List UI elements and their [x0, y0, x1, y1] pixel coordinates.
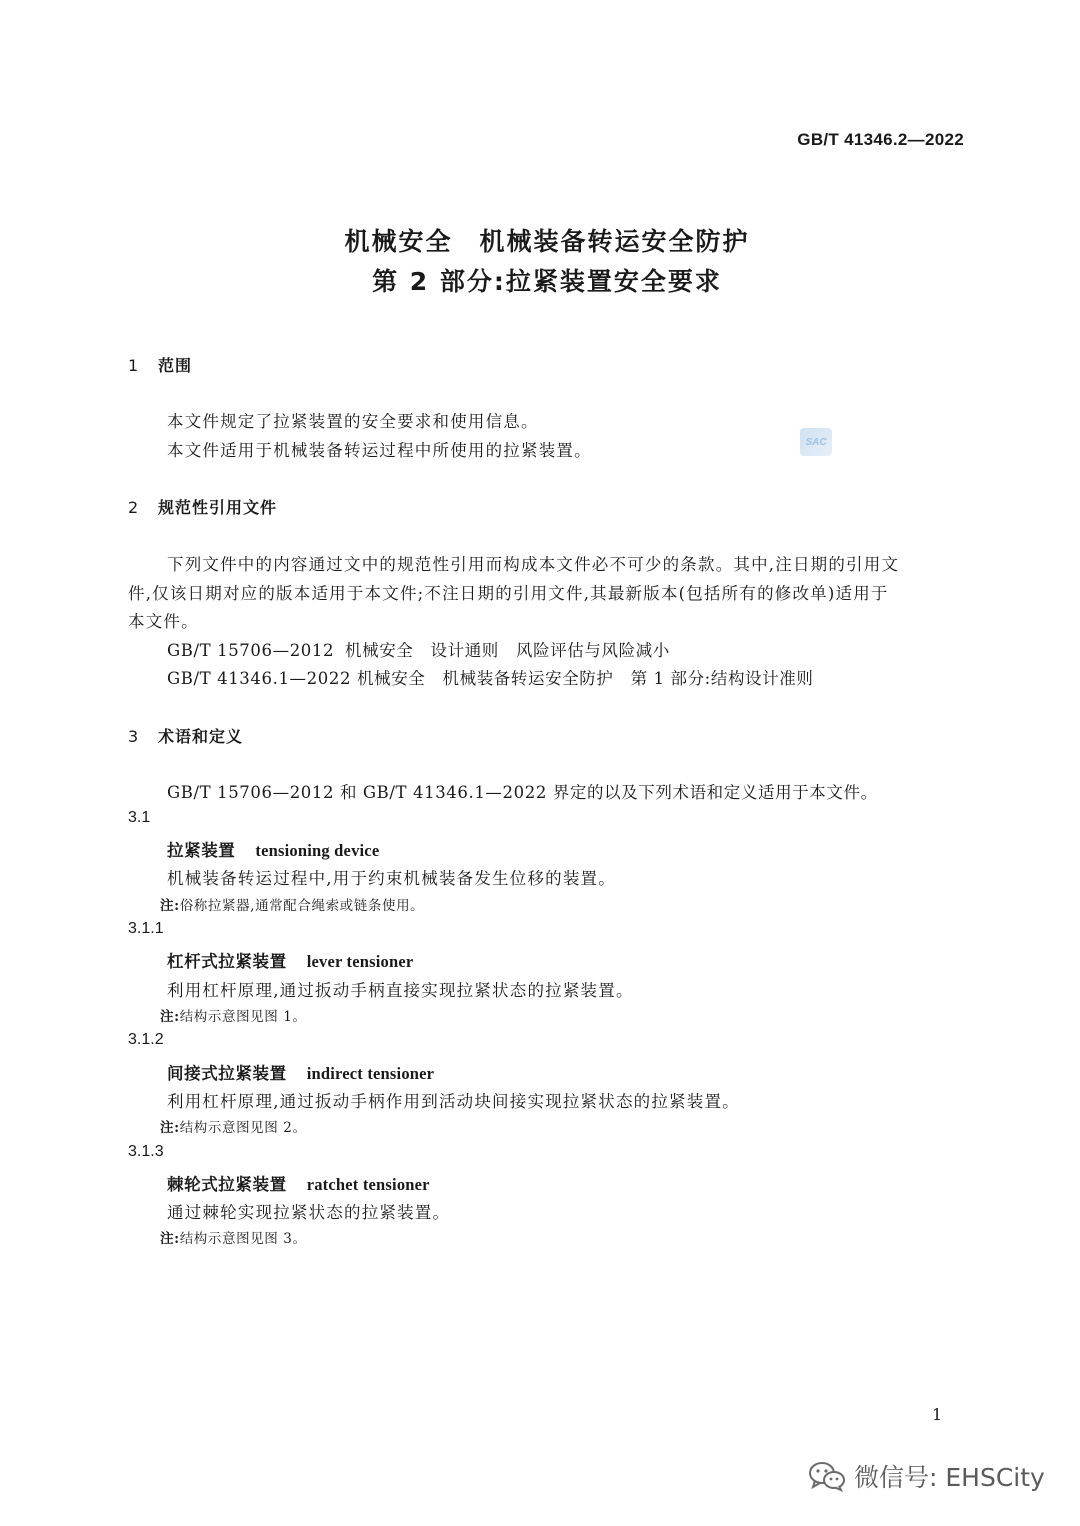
- term-definition: 利用杠杆原理,通过扳动手柄作用到活动块间接实现拉紧状态的拉紧装置。: [167, 1092, 740, 1111]
- section-title: 范围: [158, 356, 193, 375]
- section-number: 1: [128, 356, 140, 375]
- section-number: 2: [128, 498, 140, 517]
- term-heading: [167, 1060, 434, 1084]
- standard-number: GB/T 41346.2—2022: [797, 130, 964, 149]
- note-text: 俗称拉紧器,通常配合绳索或链条使用。: [179, 898, 425, 914]
- reference-title: 机械安全 机械装备转运安全防护 第 1 部分:结构设计准则: [357, 669, 814, 688]
- note-label: 注:: [160, 1231, 180, 1247]
- note-text: 结构示意图见图 2。: [179, 1120, 307, 1136]
- reference-entry-2: [167, 665, 813, 689]
- term-english: ratchet tensioner: [306, 1175, 430, 1194]
- term-note: [160, 1005, 307, 1025]
- term-chinese: 拉紧装置: [167, 841, 236, 860]
- wechat-icon: [808, 1460, 846, 1492]
- normative-refs-paragraph-line2: 件,仅该日期对应的版本适用于本文件;不注日期的引用文件,其最新版本(包括所有的修改单)适用于: [128, 584, 889, 603]
- note-label: 注:: [160, 1009, 180, 1025]
- term-note: [160, 1116, 307, 1136]
- reference-code: GB/T 15706—2012: [167, 641, 335, 660]
- sac-watermark-logo: SAC: [800, 428, 832, 456]
- term-number: 3.1.3: [128, 1143, 164, 1160]
- note-text: 结构示意图见图 3。: [179, 1231, 307, 1247]
- term-heading: [167, 837, 379, 861]
- section-title: 术语和定义: [158, 727, 244, 746]
- term-english: lever tensioner: [306, 952, 414, 971]
- section-1-heading: [128, 353, 192, 376]
- term-chinese: 杠杆式拉紧装置: [167, 952, 287, 971]
- term-heading: [167, 1171, 430, 1195]
- term-number: 3.1.1: [128, 920, 164, 937]
- scope-paragraph-2: 本文件适用于机械装备转运过程中所使用的拉紧装置。: [167, 441, 592, 460]
- normative-refs-paragraph-line3: 本文件。: [128, 612, 199, 631]
- term-definition: 机械装备转运过程中,用于约束机械装备发生位移的装置。: [167, 869, 616, 888]
- term-english: tensioning device: [255, 841, 380, 860]
- scope-paragraph-1: 本文件规定了拉紧装置的安全要求和使用信息。: [167, 412, 539, 431]
- note-label: 注:: [160, 1120, 180, 1136]
- note-label: 注:: [160, 898, 180, 914]
- terms-intro: GB/T 15706—2012 和 GB/T 41346.1—2022 界定的以及下列术语和定义适用于本文件。: [167, 783, 878, 802]
- wechat-id-label: 微信号: EHSCity: [854, 1463, 1045, 1492]
- term-heading: [167, 948, 413, 972]
- term-english: indirect tensioner: [306, 1064, 435, 1083]
- reference-entry-1: [167, 637, 670, 661]
- document-title-line2: 第 2 部分:拉紧装置安全要求: [372, 267, 722, 296]
- reference-title: 机械安全 设计通则 风险评估与风险减小: [345, 641, 670, 660]
- reference-code: GB/T 41346.1—2022: [167, 669, 352, 688]
- term-chinese: 棘轮式拉紧装置: [167, 1175, 287, 1194]
- document-title-line1: 机械安全 机械装备转运安全防护: [344, 227, 750, 256]
- term-number: 3.1: [128, 809, 151, 826]
- term-definition: 通过棘轮实现拉紧状态的拉紧装置。: [167, 1203, 451, 1222]
- term-note: [160, 894, 424, 914]
- term-note: [160, 1227, 307, 1247]
- normative-refs-paragraph-line1: 下列文件中的内容通过文中的规范性引用而构成本文件必不可少的条款。其中,注日期的引用文: [167, 555, 900, 574]
- term-number: 3.1.2: [128, 1031, 164, 1048]
- note-text: 结构示意图见图 1。: [179, 1009, 307, 1025]
- term-definition: 利用杠杆原理,通过扳动手柄直接实现拉紧状态的拉紧装置。: [167, 981, 634, 1000]
- page-number: 1: [932, 1405, 943, 1424]
- section-3-heading: [128, 724, 243, 747]
- term-chinese: 间接式拉紧装置: [167, 1064, 287, 1083]
- section-title: 规范性引用文件: [158, 498, 278, 517]
- section-number: 3: [128, 727, 140, 746]
- section-2-heading: [128, 495, 277, 518]
- wechat-watermark: [808, 1458, 1045, 1494]
